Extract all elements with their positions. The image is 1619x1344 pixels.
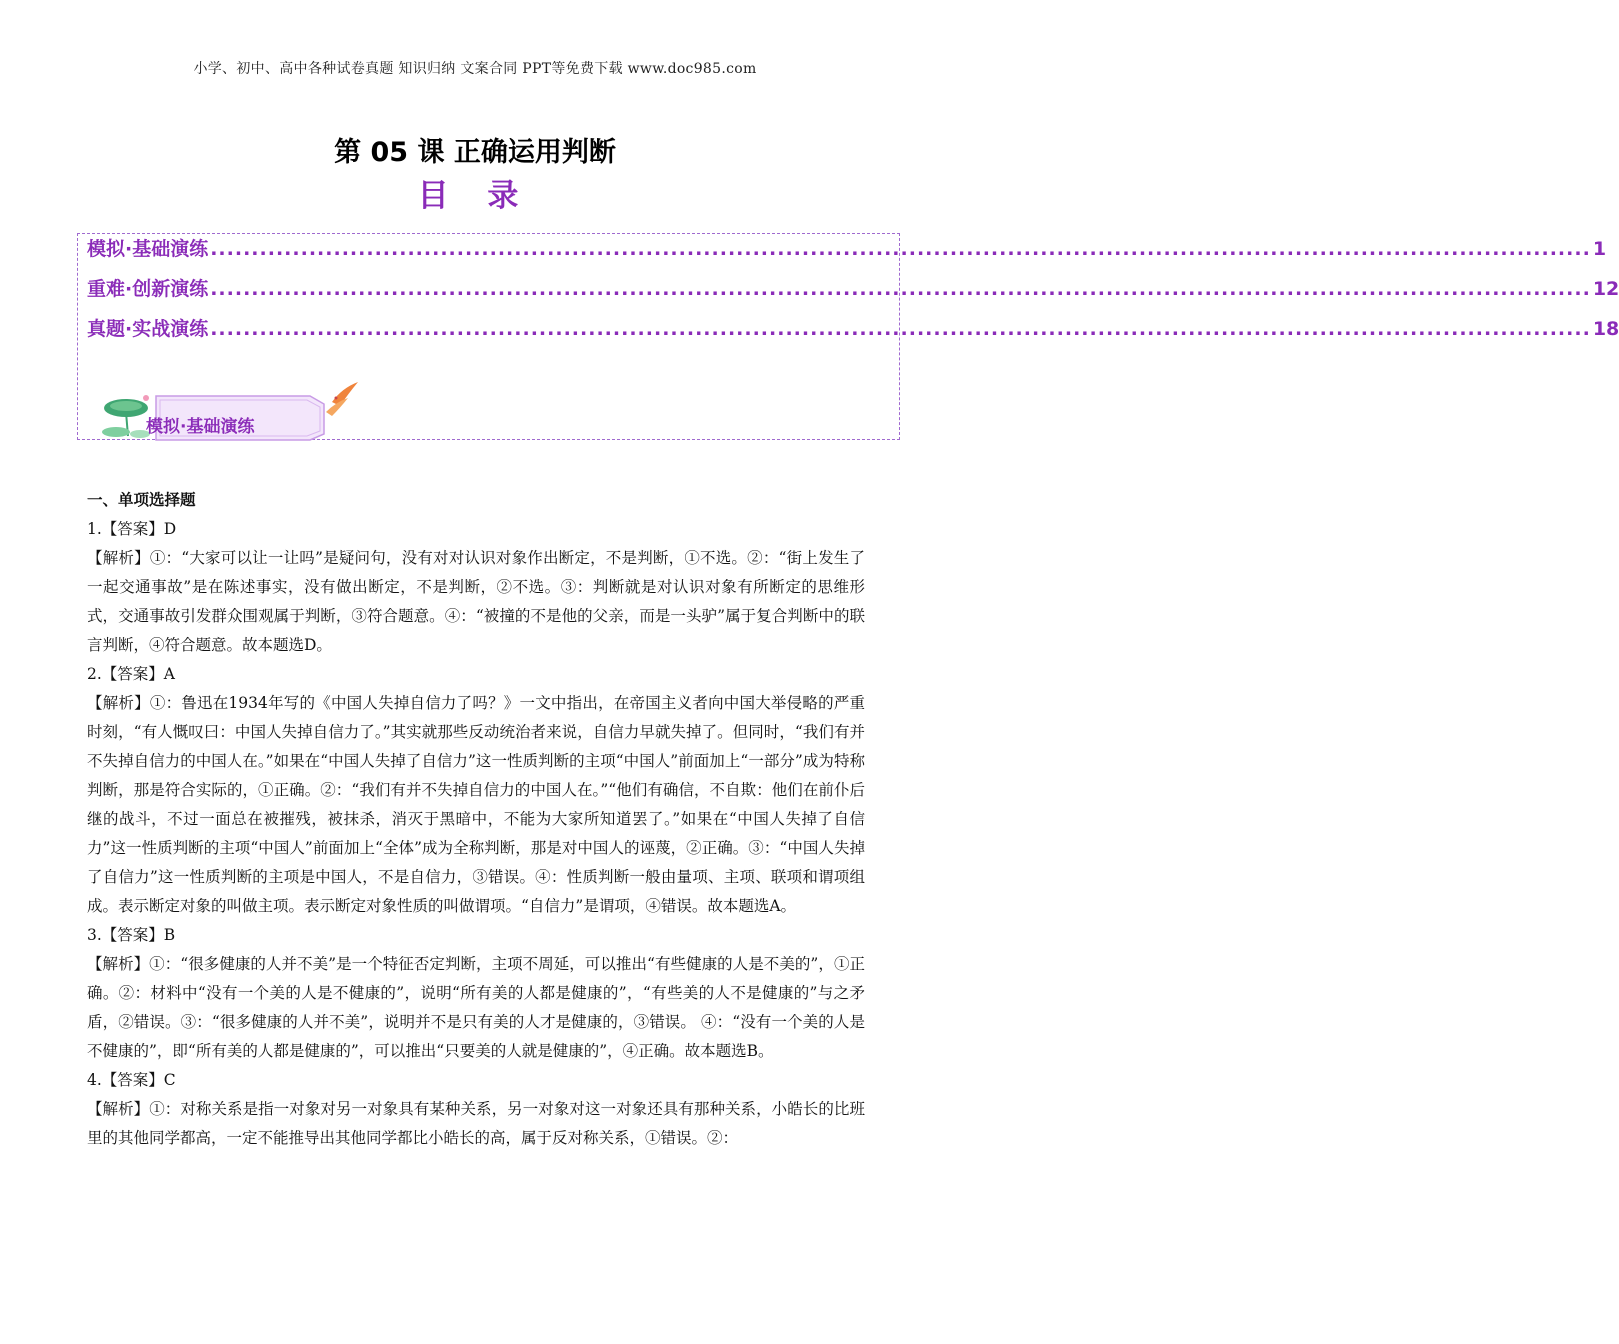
question-2 xyxy=(87,660,865,921)
toc-item-label: 真题·实战演练 xyxy=(87,318,209,340)
toc-item-label: 模拟·基础演练 xyxy=(87,238,209,260)
question-1 xyxy=(87,515,865,660)
analysis-paragraph: 【解析】①：对称关系是指一对象对另一对象具有某种关系，另一对象对这一对象还具有那种关系，小皓长的比班里的其他同学都高，一定不能推导出其他同学都比小皓长的高，属于反对称关系，①错误。②： xyxy=(87,1100,865,1147)
toc-leader-dots: ........................................................................................................................................................................ xyxy=(210,278,1591,300)
answer-line: 2.【答案】A xyxy=(87,665,175,683)
lotus-leaf-icon xyxy=(102,395,150,438)
section-title: 一、单项选择题 xyxy=(87,491,196,509)
toc-item-basic[interactable] xyxy=(87,234,1607,264)
analysis-paragraph: 【解析】①：鲁迅在1934年写的《中国人失掉自信力了吗？》一文中指出，在帝国主义者向中国大举侵略的严重时刻，“有人慨叹曰：中国人失掉自信力了。”其实就那些反动统治者来说，自信力早就失掉了。但同时，“我们有并不失掉自信力的中国人在。”如果在“中国人失掉了自信力”这一性质判断的主项“中国人”前面加上“一部分”成为特称判断，那是符合实际的，①正确。②：“我们有并不失掉自信力的中国人在。”“他们有确信，不自欺：他们在前仆后继的战斗，不过一面总在被摧残，被抹杀，消灭于黑暗中，不能为大家所知道罢了。”如果在“中国人失掉了自信力”这一性质判断的主项“中国人”前面加上“全体”成为全称判断，那是对中国人的诬蔑，②正确。③：“中国人失掉了自信力”这一性质判断的主项是中国人，不是自信力，③错误。④：性质判断一般由量项、主项、联项和谓项组成。表示断定对象的叫做主项。表示断定对象性质的叫做谓项。“自信力”是谓项，④错误。故本题选A。 xyxy=(87,694,865,915)
toc-item-difficult[interactable] xyxy=(87,274,1619,304)
answer-line: 3.【答案】B xyxy=(87,926,176,944)
analysis-paragraph: 【解析】①：“很多健康的人并不美”是一个特征否定判断，主项不周延，可以推出“有些健康的人是不美的”，①正确。②：材料中“没有一个美的人是不健康的”，说明“所有美的人都是健康的”，“有些美的人不是健康的”与之矛盾，②错误。③：“很多健康的人并不美”，说明并不是只有美的人才是健康的，③错误。 ④：“没有一个美的人是不健康的”，即“所有美的人都是健康的”，可以推出“只要美的人就是健康的”，④正确。故本题选B。 xyxy=(87,955,865,1060)
toc-leader-dots: ........................................................................................................................................................................ xyxy=(210,238,1591,260)
toc-item-page: 12 xyxy=(1592,278,1619,300)
analysis-paragraph: 【解析】①：“大家可以让一让吗”是疑问句，没有对对认识对象作出断定，不是判断，①不选。②：“街上发生了一起交通事故”是在陈述事实，没有做出断定，不是判断，②不选。③：判断就是对认识对象有所断定的思维形式，交通事故引发群众围观属于判断，③符合题意。④：“被撞的不是他的父亲，而是一头驴”属于复合判断中的联言判断，④符合题意。故本题选D。 xyxy=(87,549,865,654)
section-badge-label: 模拟·基础演练 xyxy=(146,417,255,437)
answer-line: 1.【答案】D xyxy=(87,520,177,538)
toc-item-label: 重难·创新演练 xyxy=(87,278,209,300)
toc-item-real-exam[interactable] xyxy=(87,314,1619,344)
answer-line: 4.【答案】C xyxy=(87,1071,176,1089)
toc-heading: 目 录 xyxy=(417,178,533,214)
toc-leader-dots: ........................................................................................................................................................................ xyxy=(210,318,1591,340)
lesson-title: 第 05 课 正确运用判断 xyxy=(334,137,616,168)
fish-icon xyxy=(326,382,358,416)
toc-item-page: 18 xyxy=(1592,318,1619,340)
page-header: 小学、初中、高中各种试卷真题 知识归纳 文案合同 PPT等免费下载 www.doc985.com xyxy=(193,61,757,77)
question-4 xyxy=(87,1066,865,1153)
toc-item-page: 1 xyxy=(1592,238,1607,260)
table-of-contents xyxy=(77,233,1619,440)
question-3 xyxy=(87,921,865,1066)
answer-content xyxy=(87,486,865,1153)
